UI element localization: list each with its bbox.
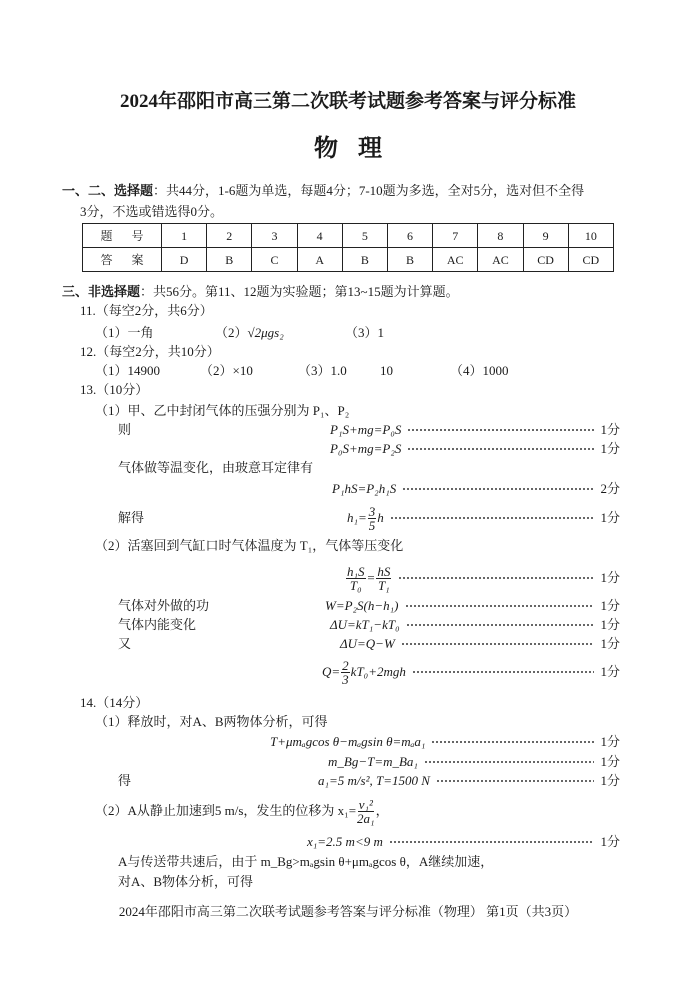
dot-leader xyxy=(431,741,594,743)
answer-cell: AC xyxy=(433,248,478,272)
numerator: 3 xyxy=(368,503,376,519)
dot-leader xyxy=(424,761,595,763)
equation: P₁S+mg=P₀S xyxy=(330,422,402,437)
question-number-cell: 8 xyxy=(478,224,523,248)
eq-lhs: Q= xyxy=(322,664,341,679)
label: 解得 xyxy=(118,510,145,525)
q12-answer-1: （1）14900 xyxy=(95,363,161,378)
equation: x₁=2.5 m<9 m xyxy=(307,834,383,849)
q11-answer-2-label: （2） xyxy=(215,325,248,340)
score: 1分 xyxy=(600,598,620,613)
score: 1分 xyxy=(600,617,620,632)
q14-eq2-row xyxy=(118,753,620,771)
dot-leader xyxy=(412,671,595,673)
subject-title: 物理 xyxy=(314,136,402,162)
answer-cell: A xyxy=(297,248,342,272)
eq-lhs: h₁= xyxy=(347,510,367,525)
fraction xyxy=(376,565,391,592)
score: 1分 xyxy=(600,834,620,849)
section3-heading: 三、非选择题 xyxy=(62,284,141,299)
dot-leader xyxy=(390,517,595,519)
eq-rhs: h xyxy=(377,510,384,525)
label: 气体内能变化 xyxy=(118,617,197,632)
answer-cell: CD xyxy=(523,248,568,272)
q14-header: 14.（14分） xyxy=(80,695,149,710)
fraction xyxy=(368,505,377,532)
q14-eq1-row xyxy=(118,733,620,751)
eq-rhs: kT₀+2mgh xyxy=(350,664,406,679)
score: 1分 xyxy=(600,510,620,525)
section1-text: ：共44分，1-6题为单选，每题4分；7-10题为多选，全对5分，选对但不全得 xyxy=(153,183,585,198)
dot-leader xyxy=(405,605,595,607)
equation xyxy=(322,659,406,686)
denominator: T₁ xyxy=(377,577,390,593)
dot-leader xyxy=(398,577,594,579)
q13-isothermal: 气体做等温变化，由玻意耳定律有 xyxy=(118,460,314,475)
dot-leader xyxy=(436,780,595,782)
equation: T+μmₐgcos θ−mₐgsin θ=mₐa₁ xyxy=(270,734,426,749)
score: 1分 xyxy=(600,422,620,437)
label: 得 xyxy=(118,773,132,788)
numerator: v₁² xyxy=(358,796,373,812)
numerator: h₁S xyxy=(347,563,365,579)
q13-eq8-row xyxy=(118,635,620,653)
equation: ΔU=kT₁−kT₀ xyxy=(330,617,400,632)
q14-eq4-row xyxy=(118,833,620,851)
numerator: 2 xyxy=(342,657,349,673)
fraction xyxy=(341,659,350,686)
dot-leader xyxy=(389,841,595,843)
denominator: 5 xyxy=(368,517,376,533)
answer-cell: B xyxy=(207,248,252,272)
equation: $\frac{\text{h₁S}}{\text{T₀}}$ = $\frac{hS}{\text{T₁}}$ xyxy=(347,563,391,593)
denominator: 3 xyxy=(342,671,349,687)
row-label: 题 号 xyxy=(83,224,162,248)
question-number-cell: 3 xyxy=(252,224,297,248)
question-number-cell: 2 xyxy=(207,224,252,248)
dot-leader xyxy=(407,448,594,450)
q13-eq6-row xyxy=(118,597,620,615)
dot-leader xyxy=(401,643,595,645)
score: 1分 xyxy=(600,734,620,749)
denominator: T₀ xyxy=(349,577,362,593)
question-number-cell: 5 xyxy=(342,224,387,248)
q14-eq3-row xyxy=(118,772,620,790)
dot-leader xyxy=(402,488,594,490)
q11-answer-2 xyxy=(215,324,284,342)
answer-cell: B xyxy=(387,248,432,272)
denominator: 2a₁ xyxy=(357,810,375,826)
q14-line-b: 对A、B物体分析，可得 xyxy=(118,874,254,889)
dot-leader xyxy=(407,429,594,431)
q13-eq2-row xyxy=(118,440,620,458)
equation xyxy=(347,505,384,532)
comma: ， xyxy=(375,803,389,818)
table-row-answers xyxy=(83,248,614,272)
table-row-numbers xyxy=(83,224,614,248)
q13-eq1-row xyxy=(118,421,620,439)
q13-part2-intro: （2）活塞回到气缸口时气体温度为 T₁，气体等压变化 xyxy=(95,538,404,553)
score: 1分 xyxy=(600,570,620,585)
q14-part1-intro: （1）释放时，对A、B两物体分析，可得 xyxy=(95,714,328,729)
question-number-cell: 7 xyxy=(433,224,478,248)
q14-part2-intro xyxy=(95,795,389,827)
score: 1分 xyxy=(600,664,620,679)
q13-eq7-row xyxy=(118,616,620,634)
label: 又 xyxy=(118,636,132,651)
section1-line1 xyxy=(62,182,584,200)
section1-heading: 一、二、选择题 xyxy=(62,183,154,198)
q13-header: 13.（10分） xyxy=(80,382,149,397)
score: 1分 xyxy=(600,754,620,769)
q12-answer-4: （4）1000 xyxy=(450,363,509,378)
score: 2分 xyxy=(600,481,620,496)
section3-line xyxy=(62,283,459,301)
score: 1分 xyxy=(600,773,620,788)
section3-text: ：共56分。第11、12题为实验题；第13~15题为计算题。 xyxy=(140,284,459,299)
answer-cell: C xyxy=(252,248,297,272)
q12-answer-3b: 10 xyxy=(380,363,393,378)
question-number-cell: 9 xyxy=(523,224,568,248)
equation: ΔU=Q−W xyxy=(340,636,395,651)
question-number-cell: 4 xyxy=(297,224,342,248)
score: 1分 xyxy=(600,441,620,456)
fraction xyxy=(346,565,366,592)
question-number-cell: 10 xyxy=(568,224,613,248)
answer-cell: D xyxy=(162,248,207,272)
q13-eq4-row xyxy=(118,503,620,533)
row-label: 答 案 xyxy=(83,248,162,272)
q11-answer-3: （3）1 xyxy=(345,325,385,340)
intro-text: （2）A从静止加速到5 m/s，发生的位移为 x₁= xyxy=(95,803,357,818)
section1-line2: 3分，不选或错选得0分。 xyxy=(80,204,224,219)
label: 则 xyxy=(118,422,132,437)
q13-eq9-row xyxy=(118,657,620,687)
dot-leader xyxy=(406,624,595,626)
answer-cell: AC xyxy=(478,248,523,272)
question-number-cell: 6 xyxy=(387,224,432,248)
q14-line-a: A与传送带共速后，由于 m_Bg>mₐgsin θ+μmₐgcos θ，A继续加速， xyxy=(118,854,494,869)
q11-answer-2-formula: √2μgs₂ xyxy=(247,325,284,340)
numerator: hS xyxy=(377,563,391,579)
q13-eq3-row xyxy=(118,480,620,498)
q11-header: 11.（每空2分，共6分） xyxy=(80,303,213,318)
equation: P₀S+mg=P₂S xyxy=(330,441,402,456)
answer-cell: CD xyxy=(568,248,613,272)
label: 气体对外做的功 xyxy=(118,598,210,613)
answer-cell: B xyxy=(342,248,387,272)
question-number-cell: 1 xyxy=(162,224,207,248)
answer-table xyxy=(82,223,614,272)
fraction xyxy=(357,798,375,825)
equation: W=P₂S(h−h₁) xyxy=(325,598,399,613)
q12-answer-2: （2）×10 xyxy=(200,363,253,378)
page-footer: 2024年邵阳市高三第二次联考试题参考答案与评分标准（物理） 第1页（共3页） xyxy=(118,904,578,919)
q11-answer-1: （1）一角 xyxy=(95,325,154,340)
q13-eq5-row xyxy=(118,563,620,593)
document-title: 2024年邵阳市高三第二次联考试题参考答案与评分标准 xyxy=(119,91,576,112)
q12-header: 12.（每空2分，共10分） xyxy=(80,344,220,359)
equation: a₁=5 m/s², T=1500 N xyxy=(318,773,430,788)
q12-answer-3: （3）1.0 xyxy=(298,363,347,378)
equation: P₁hS=P₂h₁S xyxy=(332,481,397,496)
score: 1分 xyxy=(600,636,620,651)
equation: m_Bg−T=m_Ba₁ xyxy=(328,754,418,769)
q13-part1-intro: （1）甲、乙中封闭气体的压强分别为 P₁、P₂ xyxy=(95,403,350,418)
